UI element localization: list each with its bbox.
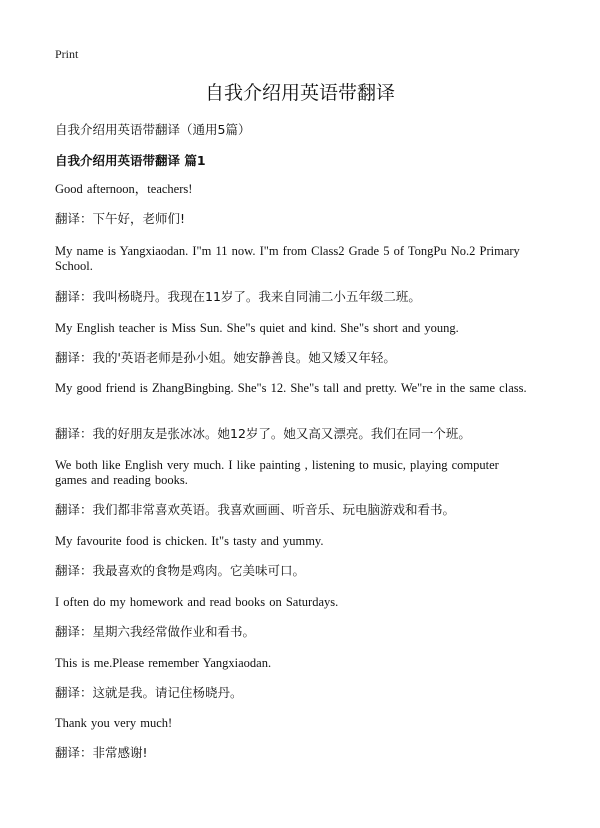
document-subtitle: 自我介绍用英语带翻译（通用5篇） (55, 122, 251, 137)
translation-paragraph: 翻译：我的好朋友是张冰冰。她12岁了。她又高又漂亮。我们在同一个班。 (55, 426, 471, 441)
print-link[interactable]: Print (55, 47, 79, 61)
section-heading: 自我介绍用英语带翻译 篇1 (55, 153, 206, 168)
english-paragraph: My favourite food is chicken. It"s tasty and yummy. (55, 534, 324, 548)
translation-paragraph: 翻译：我的'英语老师是孙小姐。她安静善良。她又矮又年轻。 (55, 350, 396, 365)
translation-paragraph: 翻译：下午好，老师们! (55, 211, 186, 226)
translation-paragraph: 翻译：我叫杨晓丹。我现在11岁了。我来自同浦二小五年级二班。 (55, 289, 421, 304)
translation-paragraph: 翻译：星期六我经常做作业和看书。 (55, 624, 256, 639)
translation-paragraph: 翻译：我最喜欢的食物是鸡肉。它美味可口。 (55, 563, 306, 578)
english-paragraph: My English teacher is Miss Sun. She"s quiet and kind. She"s short and young. (55, 321, 459, 335)
english-paragraph: Thank you very much! (55, 716, 173, 730)
english-paragraph: My name is Yangxiaodan. I"m 11 now. I"m from Class2 Grade 5 of TongPu No.2 Primary School. (55, 244, 520, 273)
document-title: 自我介绍用英语带翻译 (204, 82, 395, 104)
translation-paragraph: 翻译：我们都非常喜欢英语。我喜欢画画、听音乐、玩电脑游戏和看书。 (55, 502, 456, 517)
english-paragraph: I often do my homework and read books on Saturdays. (55, 595, 339, 609)
english-paragraph: This is me.Please remember Yangxiaodan. (55, 656, 272, 670)
translation-paragraph: 翻译：这就是我。请记住杨晓丹。 (55, 685, 243, 700)
translation-paragraph: 翻译：非常感谢! (55, 745, 148, 760)
english-paragraph: Good afternoon，teachers! (55, 182, 193, 196)
english-paragraph: We both like English very much. I like painting , listening to music, playing computer games and reading books. (55, 458, 499, 487)
english-paragraph: My good friend is ZhangBingbing. She"s 12. She"s tall and pretty. We"re in the same class. (55, 381, 527, 395)
